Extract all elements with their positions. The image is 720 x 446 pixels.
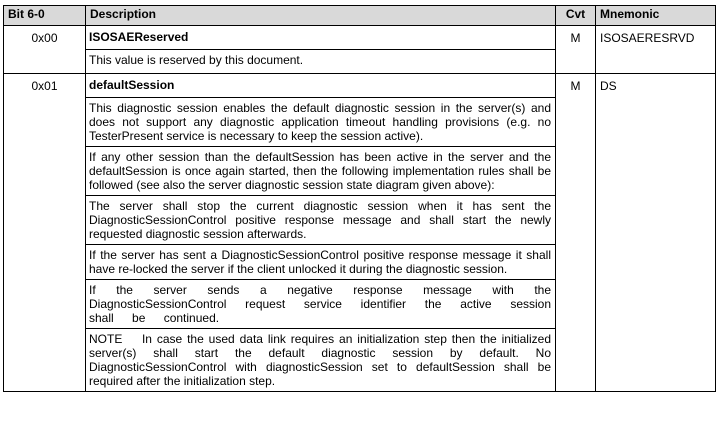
description-note: NOTE In case the used data link requires an initialization step then the initialized server(s) shall start the default diagnostic session by default. No DiagnosticSessionControl with diagnosticSession set to defaultSession shall be required after the initialization step. [89,332,555,388]
table-body [4,26,716,392]
description-cell [86,74,556,392]
table-header [4,6,716,26]
header-mnemonic: Mnemonic [596,6,716,26]
description-cell [86,26,556,74]
description-paragraph: The server shall stop the current diagnostic session when it has sent the DiagnosticSessionControl positive response message and shall start the newly requested diagnostic session afterwards. [86,196,555,245]
table-row [4,26,716,74]
description-paragraph: If any other session than the defaultSession has been active in the server and the defaultSession is once again started, then the following implementation rules shall be followed (see also the server diagnostic session state diagram given above): [86,147,555,196]
cvt-value: M [556,74,596,392]
header-row [4,6,716,26]
description-paragraph: This diagnostic session enables the default diagnostic session in the server(s) and does not support any diagnostic application timeout handling provisions (e.g. no TesterPresent service is necessary to keep the session active). [86,98,555,147]
mnemonic-value: DS [596,74,716,392]
table-row [4,74,716,392]
bit-value: 0x01 [4,74,86,392]
session-type-table [3,5,716,392]
header-bit: Bit 6-0 [4,6,86,26]
cvt-value: M [556,26,596,74]
description-title: defaultSession [86,74,555,98]
description-paragraph: This value is reserved by this document. [89,53,304,67]
header-description: Description [86,6,556,26]
header-cvt: Cvt [556,6,596,26]
description-title: ISOSAEReserved [86,26,555,50]
description-paragraph: If the server sends a negative response message with the DiagnosticSessionControl request service identifier the active session shall be continued. [86,280,555,329]
bit-value: 0x00 [4,26,86,74]
mnemonic-value: ISOSAERESRVD [596,26,716,74]
description-paragraph: If the server has sent a DiagnosticSessionControl positive response message it shall have re-locked the server if the client unlocked it during the diagnostic session. [86,245,555,280]
